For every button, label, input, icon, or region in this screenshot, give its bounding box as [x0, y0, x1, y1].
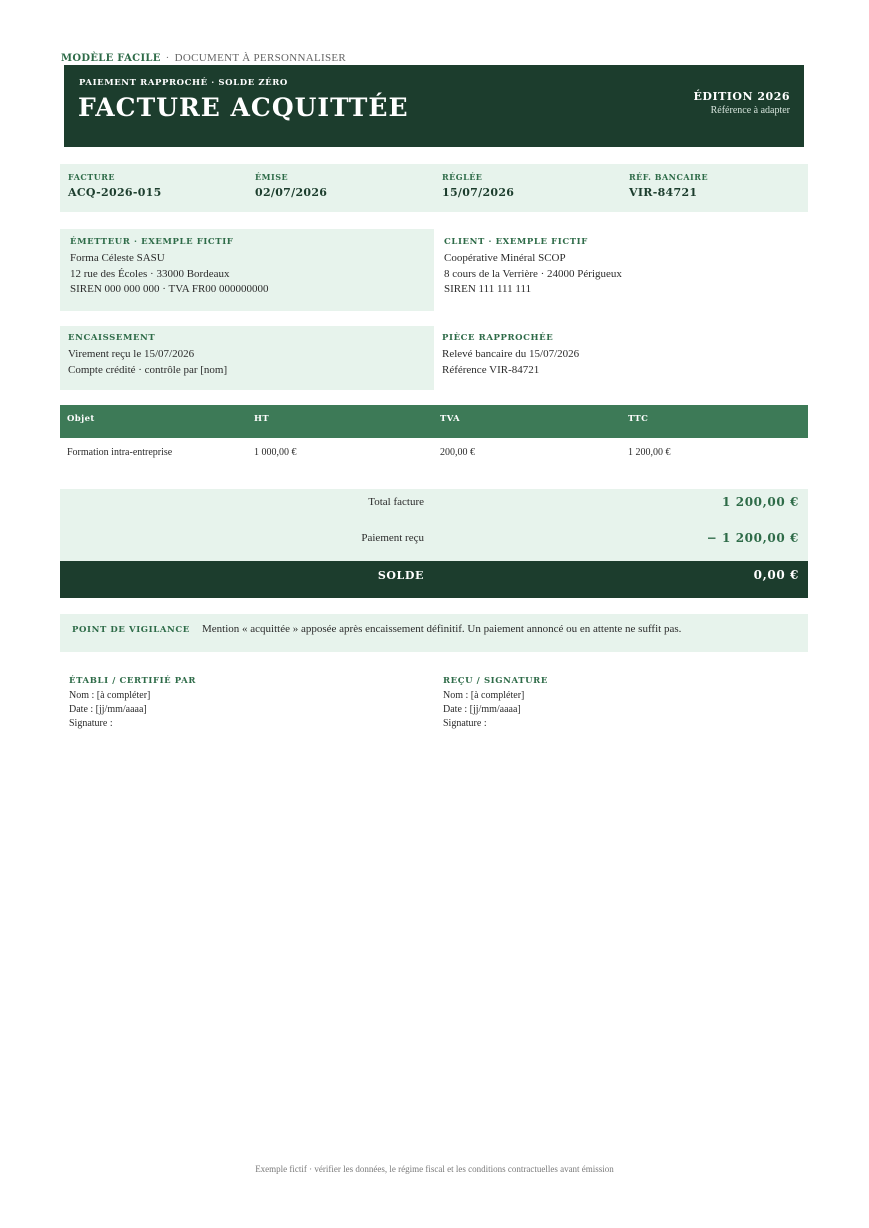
column-header-object: Objet [67, 414, 95, 424]
client-name: Coopérative Minéral SCOP [444, 252, 566, 264]
column-header-tva: TVA [440, 414, 461, 424]
balance-label: SOLDE [377, 569, 424, 582]
cell-ht: 1 000,00 € [254, 447, 297, 458]
reference-note: Référence à adapter [710, 105, 790, 116]
meta-label: RÉF. BANCAIRE [629, 172, 709, 182]
signature-block-issuer [69, 676, 196, 731]
signature-field: Signature : [443, 718, 487, 729]
meta-label: FACTURE [68, 172, 115, 182]
payment-receipt-line: Compte crédité · contrôle par [nom] [68, 363, 228, 376]
paid-label: Paiement reçu [361, 532, 424, 544]
reconciled-document-line: Relevé bancaire du 15/07/2026 [442, 348, 580, 360]
client-registration: SIREN 111 111 111 [444, 283, 532, 295]
signature-label: REÇU / SIGNATURE [443, 676, 548, 686]
column-header-ttc: TTC [628, 414, 649, 424]
meta-label: ÉMISE [255, 172, 289, 182]
signature-label: ÉTABLI / CERTIFIÉ PAR [69, 676, 197, 686]
signature-name-field: Nom : [à compléter] [443, 690, 525, 701]
brand-label: MODÈLE FACILE [61, 53, 161, 64]
meta-invoice-number [68, 172, 162, 199]
line-items-table-header [60, 405, 808, 438]
issuer-label: ÉMETTEUR · EXEMPLE FICTIF [70, 237, 234, 247]
signature-field: Signature : [69, 718, 113, 729]
edition-label: ÉDITION 2026 [693, 90, 790, 103]
reconciled-document-label: PIÈCE RAPPROCHÉE [442, 333, 554, 343]
issuer-address: 12 rue des Écoles · 33000 Bordeaux [70, 267, 230, 280]
invoice-header-banner [64, 65, 804, 147]
table-row [60, 438, 808, 470]
topline-separator: · [165, 52, 170, 64]
client-block [434, 229, 808, 311]
document-subtitle: DOCUMENT À PERSONNALISER [174, 52, 347, 64]
payment-receipt-line: Virement reçu le 15/07/2026 [68, 348, 195, 360]
vigilance-note [60, 614, 808, 652]
meta-value: 15/07/2026 [442, 186, 515, 199]
issuer-name: Forma Céleste SASU [70, 252, 165, 264]
meta-value: VIR-84721 [629, 186, 698, 199]
invoice-meta-strip [60, 164, 808, 212]
issuer-registration: SIREN 000 000 000 · TVA FR00 000000000 [70, 283, 269, 295]
meta-label: RÉGLÉE [442, 172, 483, 182]
total-label: Total facture [368, 496, 424, 508]
cell-tva: 200,00 € [440, 447, 475, 458]
reconciled-document-line: Référence VIR-84721 [442, 363, 540, 376]
total-value: 1 200,00 € [722, 495, 799, 509]
vigilance-label: POINT DE VIGILANCE [72, 625, 190, 635]
cell-ttc: 1 200,00 € [628, 447, 671, 458]
page-title: FACTURE ACQUITTÉE [78, 93, 409, 122]
vigilance-text: Mention « acquittée » apposée après encaissement définitif. Un paiement annoncé ou en attente ne suffit pas. [202, 623, 682, 635]
meta-paid-date [442, 172, 514, 199]
signature-date-field: Date : [jj/mm/aaaa] [69, 704, 147, 715]
balance-value: 0,00 € [753, 568, 799, 582]
signature-block-recipient [443, 676, 548, 731]
client-address: 8 cours de la Verrière · 24000 Périgueux [444, 267, 622, 280]
reconciled-document-block [434, 326, 808, 390]
payment-receipt-block [60, 326, 434, 390]
meta-value: 02/07/2026 [255, 186, 328, 199]
column-header-ht: HT [254, 414, 270, 424]
document-topline [61, 52, 346, 64]
balance-row [60, 561, 808, 598]
client-label: CLIENT · EXEMPLE FICTIF [444, 237, 588, 247]
signature-name-field: Nom : [à compléter] [69, 690, 151, 701]
paid-value: − 1 200,00 € [706, 531, 799, 545]
header-kicker: PAIEMENT RAPPROCHÉ · SOLDE ZÉRO [79, 78, 288, 88]
payment-receipt-label: ENCAISSEMENT [68, 333, 156, 343]
totals-block [60, 489, 808, 561]
meta-value: ACQ-2026-015 [68, 186, 162, 199]
issuer-block [60, 229, 434, 311]
cell-object: Formation intra-entreprise [67, 447, 173, 458]
footer-disclaimer: Exemple fictif · vérifier les données, le régime fiscal et les conditions contractuelles avant émission [255, 1164, 614, 1174]
signature-date-field: Date : [jj/mm/aaaa] [443, 704, 521, 715]
meta-bank-reference [629, 172, 708, 199]
meta-issue-date [255, 172, 327, 199]
